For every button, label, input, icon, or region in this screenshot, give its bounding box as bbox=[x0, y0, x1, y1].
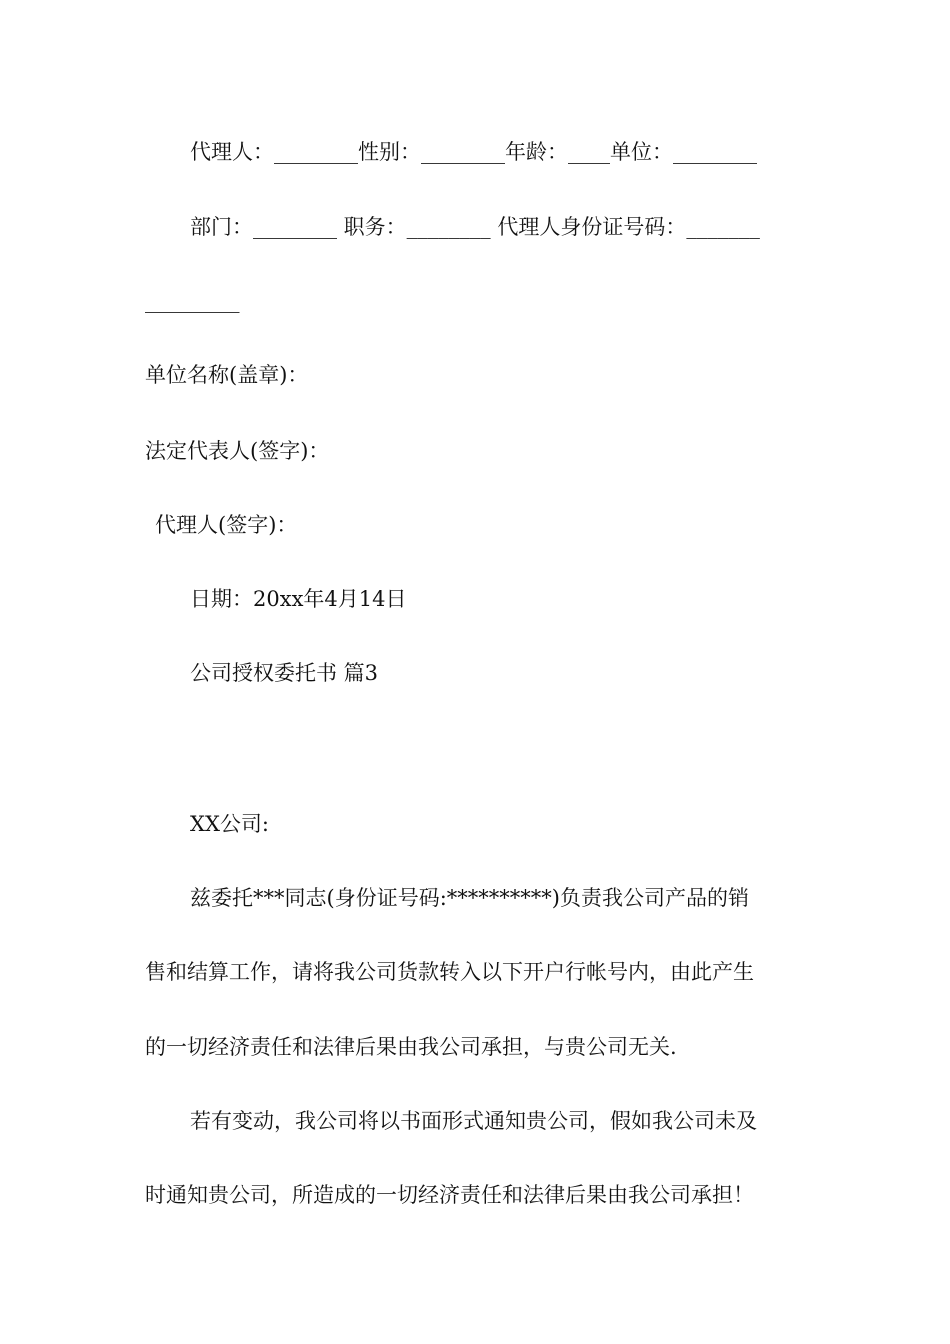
body-paragraph-1-line-2: 售和结算工作，请将我公司货款转入以下开户行帐号内，由此产生 bbox=[145, 960, 754, 984]
agent-info-line: 代理人：________性别：________年龄：____单位：________ bbox=[190, 140, 757, 164]
salutation: XX公司: bbox=[190, 812, 269, 836]
section-title: 公司授权委托书 篇3 bbox=[190, 661, 379, 685]
body-paragraph-2-line-1: 若有变动，我公司将以书面形式通知贵公司，假如我公司未及 bbox=[190, 1109, 757, 1133]
agent-department-line: 部门：________ 职务：________ 代理人身份证号码：_______ bbox=[190, 215, 760, 239]
id-number-continuation: _________ bbox=[145, 289, 240, 313]
company-name-seal-line: 单位名称(盖章)： bbox=[145, 363, 309, 387]
body-paragraph-2-line-2: 时通知贵公司，所造成的一切经济责任和法律后果由我公司承担！ bbox=[145, 1183, 754, 1207]
body-paragraph-1-line-3: 的一切经济责任和法律后果由我公司承担，与贵公司无关. bbox=[145, 1035, 677, 1059]
body-paragraph-1-line-1: 兹委托***同志(身份证号码:**********)负责我公司产品的销 bbox=[190, 886, 749, 910]
agent-signature-line: 代理人(签字)： bbox=[155, 513, 298, 537]
date-line: 日期：20xx年4月14日 bbox=[190, 587, 407, 611]
legal-rep-signature-line: 法定代表人(签字)： bbox=[145, 439, 330, 463]
